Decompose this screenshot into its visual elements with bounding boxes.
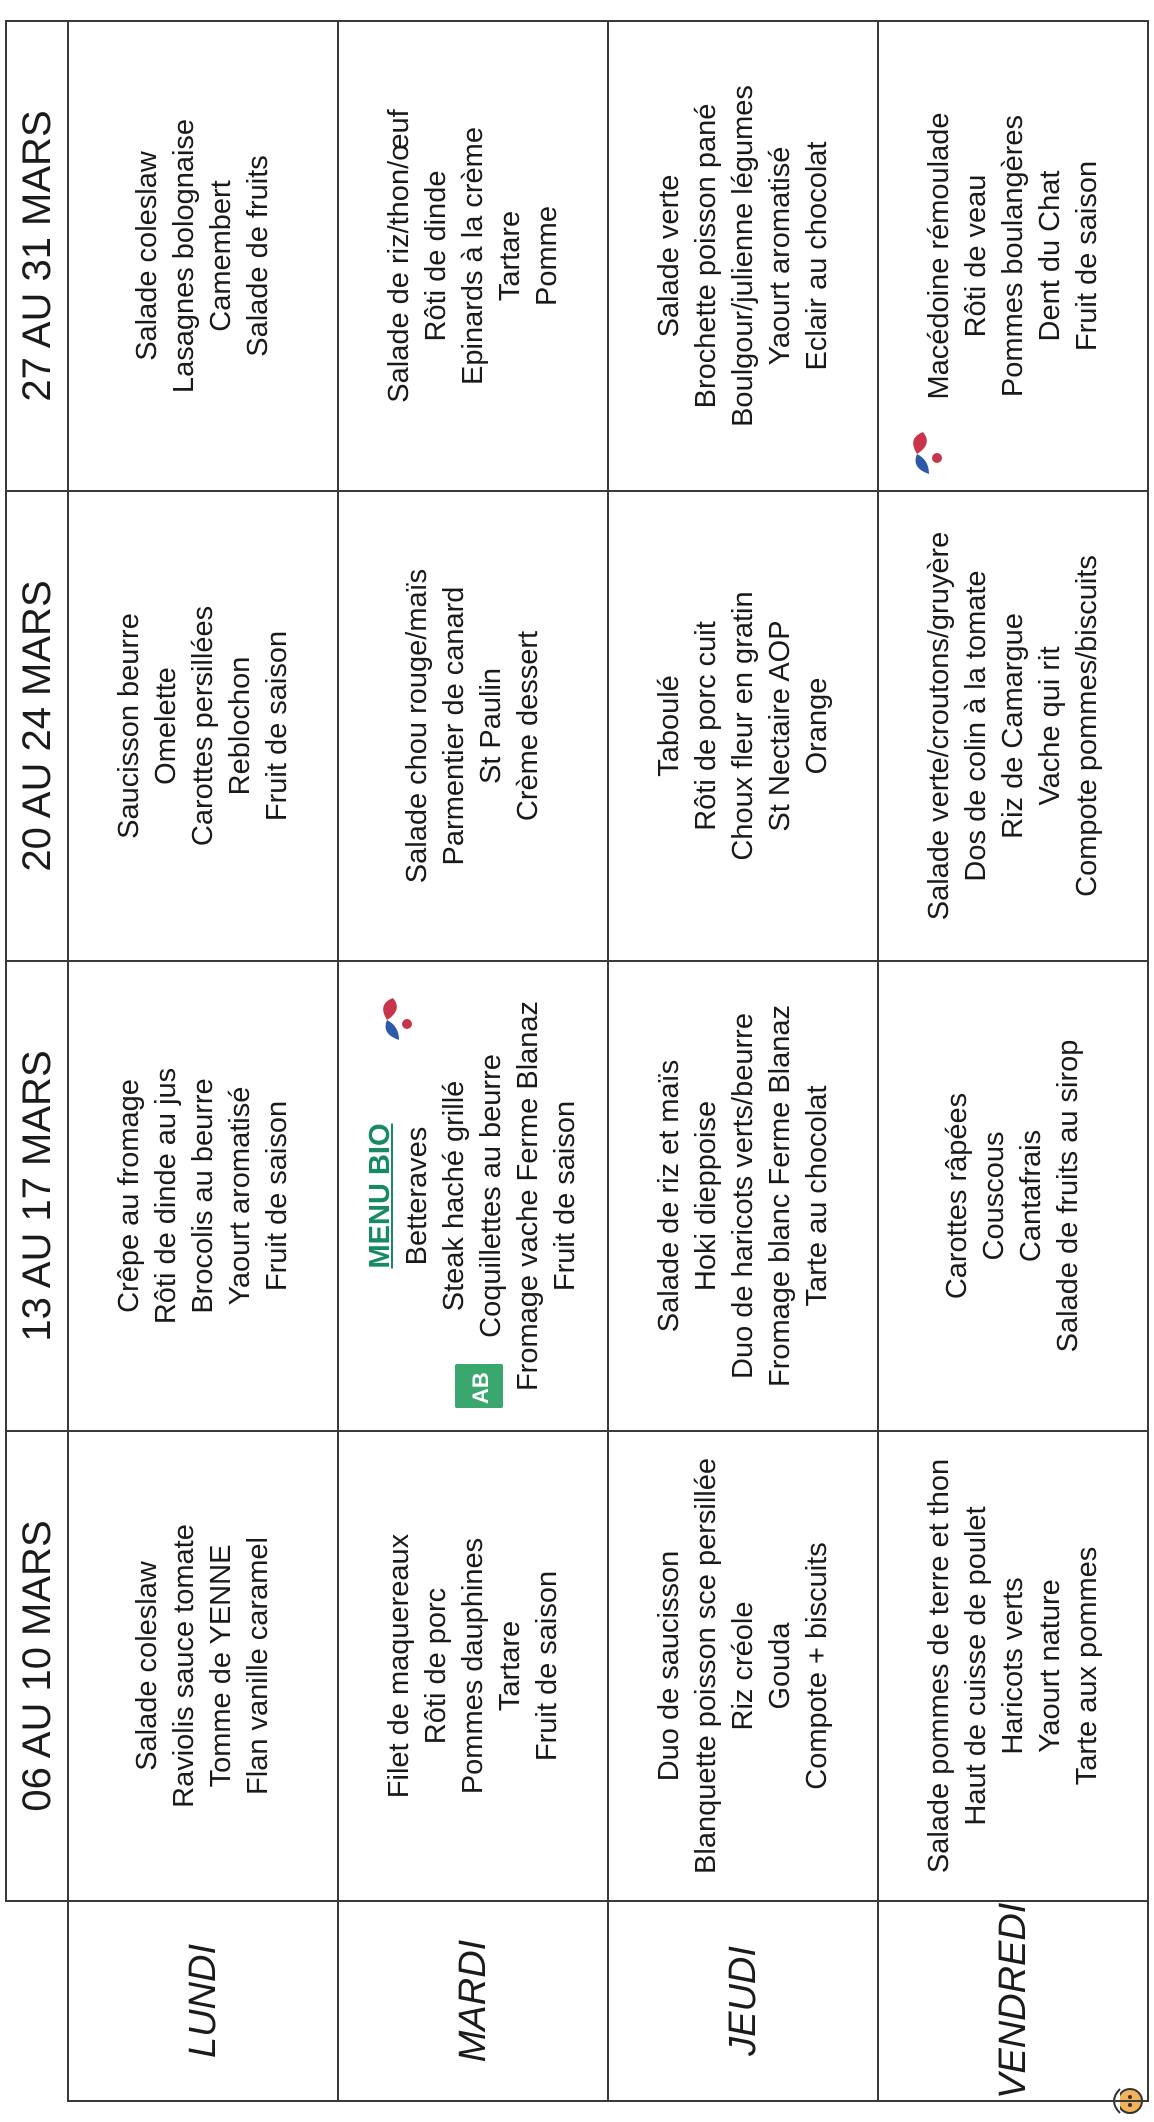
dish-item: Salade chou rouge/maïs [401,568,433,884]
menu-cell [338,21,608,491]
dish-item: Epinards à la crème [456,127,489,385]
dish-item: Compote pommes/biscuits [1070,555,1103,897]
dish-item: Rôti de porc [419,1587,452,1745]
dish-item: Pommes boulangères [996,114,1029,398]
dish-item: Brocolis au beurre [186,1078,219,1314]
dish-item: Tartare [493,210,526,302]
dish-item: Carottes persillées [186,605,219,847]
dish-item: Yaourt aromatisé [763,146,796,366]
dish-item: Tarte au chocolat [800,1085,833,1307]
dish-item: Boulgour/julienne légumes [726,85,759,427]
dish-item: Dent du Chat [1033,170,1066,342]
dish-item: Raviolis sauce tomate [168,1524,200,1808]
menu-cell [68,491,338,961]
dish-item: Salade de riz/thon/œuf [382,109,415,403]
dish-item: Salade de fruits [242,155,274,357]
dish-item: Camembert [205,180,237,332]
dish-item: Fruit de saison [530,1570,563,1762]
dish-item: Brochette poisson pané [689,103,722,409]
day-row [338,21,608,2101]
dish-item: Duo de haricots verts/beurre [726,1013,759,1379]
dish-item: Couscous [978,1131,1010,1261]
week-header: 20 AU 24 MARS [6,491,68,961]
menu-cell [608,491,878,961]
corner-cell [6,1901,68,2101]
day-label: LUNDI [68,1901,338,2101]
day-row [878,21,1148,2101]
dish-item: Pomme [530,206,563,306]
dish-item: St Paulin [475,667,507,785]
dish-item: Hoki dieppoise [689,1100,722,1292]
dish-item: Steak haché grillé [438,1080,470,1312]
dish-item: Fromage blanc Ferme Blanaz [763,1005,796,1387]
dish-item: St Nectaire AOP [763,620,796,832]
menu-cell [68,1431,338,1901]
dish-item: Crêpe au fromage [112,1079,145,1313]
menu-cell [338,961,608,1431]
dish-item: Orange [800,677,833,775]
dish-item: Compote + biscuits [800,1542,833,1790]
dish-item: Rôti de veau [959,174,992,338]
dish-item: Duo de saucisson [652,1550,685,1782]
dish-item: Parmentier de canard [438,586,470,866]
dish-item: Blanquette poisson sce persillée [689,1458,722,1874]
menu-cell [338,491,608,961]
dish-item: Vache qui rit [1033,646,1066,806]
day-row [68,21,338,2101]
organic-ab-logo-icon [455,1364,503,1408]
dish-item: Fruit de saison [549,1100,581,1292]
dish-item: Eclair au chocolat [800,141,833,371]
dish-item: Rôti de dinde [419,170,452,342]
menu-cell [338,1431,608,1901]
menu-cell [68,21,338,491]
menu-cell [878,961,1148,1431]
menu-cell [878,1431,1148,1901]
menu-cell [878,21,1148,491]
week-header: 13 AU 17 MARS [6,961,68,1431]
dish-item: Fruit de saison [1070,160,1103,352]
dish-item: Riz créole [726,1601,759,1731]
dish-item: Yaourt nature [1033,1579,1066,1753]
dish-item: Tartare [493,1620,526,1712]
dish-item: Salade coleslaw [131,151,163,361]
dish-item: Taboulé [652,675,685,777]
organic-menu-title: MENU BIO [364,1123,396,1269]
organic-logo-text: AB [468,1372,493,1404]
day-label: MARDI [338,1901,608,2101]
dish-item: Choux fleur en gratin [726,591,759,861]
dish-item: Haricots verts [996,1577,1029,1755]
week-header: 06 AU 10 MARS [6,1431,68,1901]
day-row [608,21,878,2101]
menu-cell [878,491,1148,961]
dish-item: Betteraves [401,1126,433,1266]
dish-item: Salade pommes de terre et thon [922,1458,955,1874]
dish-item: Salade coleslaw [131,1561,163,1771]
dish-item: Dos de colin à la tomate [959,570,992,882]
menu-cell [608,1431,878,1901]
dish-item: Haut de cuisse de poulet [959,1506,992,1826]
day-label: JEUDI [608,1901,878,2101]
dish-item: Saucisson beurre [112,613,145,839]
dish-item: Cantafrais [1015,1129,1047,1263]
local-producer-logo-icon [899,426,949,482]
dish-item: Flan vanille caramel [242,1537,274,1795]
week-header: 27 AU 31 MARS [6,21,68,491]
dish-item: Lasagnes bolognaise [168,118,200,394]
day-label: VENDREDI [878,1901,1148,2101]
menu-cell [608,21,878,491]
dish-item: Filet de maquereaux [382,1533,415,1799]
dish-item: Coquillettes au beurre [475,1054,507,1338]
dish-item: Gouda [763,1622,796,1710]
dish-item: Fruit de saison [260,630,293,822]
weekly-menu-table [5,20,1149,2102]
dish-item: Yaourt aromatisé [223,1086,256,1306]
menu-cell [68,961,338,1431]
dish-item: Pommes dauphines [456,1537,489,1795]
menu-cell [608,961,878,1431]
dish-item: Omelette [149,667,182,785]
dish-item: Fromage vache Ferme Blanaz [512,1000,544,1392]
local-producer-logo-icon [369,992,419,1048]
dish-item: Tarte aux pommes [1070,1546,1103,1786]
week-header-row [6,21,68,2101]
menu-body [68,21,1148,2101]
dish-item: Riz de Camargue [996,613,1029,839]
dish-item: Reblochon [223,656,256,796]
dish-item: Rôti de dinde au jus [149,1067,182,1325]
dish-item: Rôti de porc cuit [689,621,722,831]
dish-item: Carottes râpées [941,1092,973,1300]
dish-item: Tomme de YENNE [205,1544,237,1788]
dish-item: Fruit de saison [260,1100,293,1292]
dish-item: Salade de fruits au sirop [1052,1039,1084,1353]
dish-item: Salade verte/croutons/gruyère [922,531,955,921]
dish-item: Salade de riz et maïs [652,1059,685,1333]
dish-item: Macédoine rémoulade [922,112,955,400]
dish-item: Salade verte [652,174,685,338]
dish-item: Crème dessert [512,630,544,822]
